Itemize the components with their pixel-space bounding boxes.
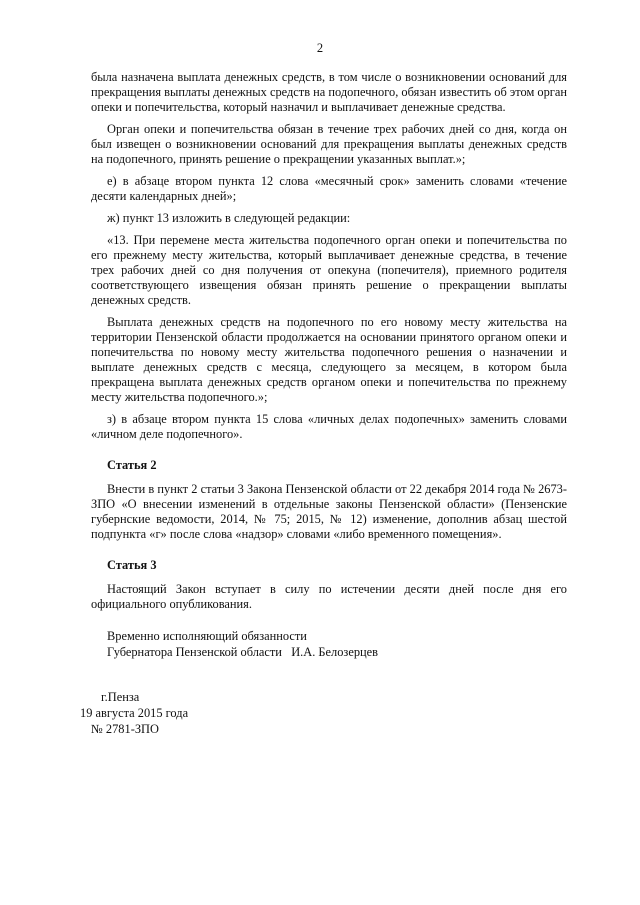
paragraph: з) в абзаце втором пункта 15 слова «личных делах подопечных» заменить словами «личном деле подопечного».	[91, 412, 567, 441]
paragraph: Орган опеки и попечительства обязан в течение трех рабочих дней со дня, когда он был извещен о возникновении оснований для прекращения выплаты денежных средств на подопечного, принять решение о прекращении указанных выплат.»;	[91, 122, 567, 166]
article-3-heading: Статья 3	[107, 558, 157, 572]
paragraph: Выплата денежных средств на подопечного по его новому месту жительства на территории Пензенской области продолжается на основании принятого органом опеки и попечительства по новому месту жительства подопечного решения о назначении и выплате денежных средств с месяца, следующего за месяцем, в котором была прекращена выплата денежных средств органом опеки и попечительства по прежнему месту жительства подопечного.»;	[91, 315, 567, 404]
signature-line-1: Временно исполняющий обязанности	[107, 629, 307, 643]
paragraph: ж) пункт 13 изложить в следующей редакции:	[107, 211, 351, 225]
paragraph: «13. При перемене места жительства подопечного орган опеки и попечительства по его прежнему месту жительства, который выплачивает денежные средства, в течение трех рабочих дней со дня получения от опекуна (попечителя), приемного родителя соответствующего извещения обязан принять решение о прекращении выплаты денежных средств.	[91, 233, 567, 307]
article-2-text: Внести в пункт 2 статьи 3 Закона Пензенской области от 22 декабря 2014 года № 2673-ЗПО «О внесении изменений в отдельные законы Пензенской области» (Пензенские губернские ведомости, 2014, № 75; 2015, № 12) изменение, дополнив абзац шестой подпункта «г» после слова «надзор» словами «либо временного помещения».	[91, 482, 567, 541]
paragraph: е) в абзаце втором пункта 12 слова «месячный срок» заменить словами «течение десяти календарных дней»;	[91, 174, 567, 203]
article-2-heading: Статья 2	[107, 458, 157, 472]
place-date: 19 августа 2015 года	[80, 706, 189, 720]
law-number: № 2781-ЗПО	[91, 722, 159, 736]
signature-line-2: Губернатора Пензенской области И.А. Белозерцев	[107, 645, 378, 659]
document-body	[91, 70, 567, 612]
paragraph: была назначена выплата денежных средств, в том числе о возникновении оснований для прекращения выплаты денежных средств на подопечного, обязан известить об этом орган опеки и попечительства, который назначил и выплачивает денежные средства.	[91, 70, 567, 114]
place-date-block	[0, 689, 188, 737]
place-city: г.Пенза	[101, 690, 140, 704]
page-number: 2	[316, 41, 324, 55]
article-3-text: Настоящий Закон вступает в силу по истечении десяти дней после дня его официального опубликования.	[91, 582, 567, 611]
signature-block	[107, 628, 378, 660]
